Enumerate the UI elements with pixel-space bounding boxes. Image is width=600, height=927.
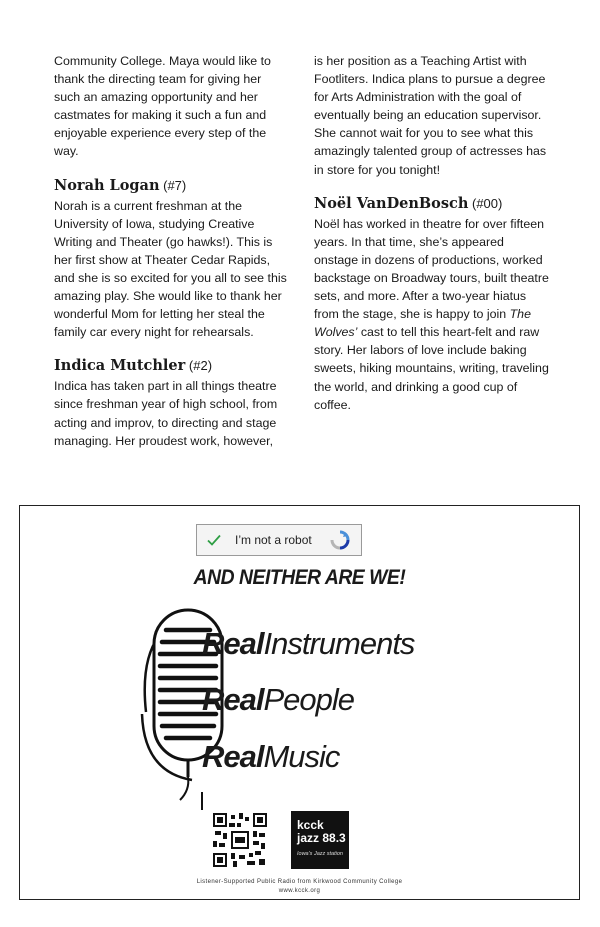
ad-line-bold: Real — [202, 739, 264, 774]
bio-name: Noël VanDenBosch — [314, 194, 469, 212]
ad-slogan: AND NEITHER ARE WE! — [193, 566, 406, 589]
bio-heading-norah — [54, 177, 290, 195]
qr-code-icon[interactable] — [213, 813, 267, 867]
ad-footer-url[interactable]: www.kcck.org — [278, 888, 321, 894]
bio-heading-indica — [54, 357, 290, 375]
ad-line-rest: Music — [263, 739, 340, 774]
bio-number: (#7) — [163, 177, 187, 193]
ad-line-bold: Real — [202, 626, 264, 661]
ad-line-bold: Real — [202, 682, 264, 717]
recaptcha-logo-icon — [329, 529, 351, 551]
bio-text-part: cast to tell this heart-felt and raw story. Her labors of love include baking sweets, hiking mountains, writing, traveling the world, and drinking a good cup of coffee. — [314, 325, 549, 412]
ad-footer-line: Listener-Supported Public Radio from Kirkwood Community College — [196, 879, 403, 885]
kcck-logo — [291, 811, 349, 869]
station-frequency: jazz 88.3 — [297, 831, 346, 845]
bio-number: (#00) — [472, 195, 503, 211]
captcha-label: I’m not a robot — [235, 533, 312, 547]
station-call-sign: kcck — [297, 818, 324, 832]
bio-text-indica: Indica has taken part in all things theatre since freshman year of high school, from acting and improv, to directing and stage managing. Her proudest work, however, — [54, 379, 278, 448]
ad-line-music — [202, 739, 339, 775]
bio-column-left — [54, 52, 290, 450]
ad-line-rest: Instruments — [263, 626, 415, 661]
bio-heading-noel — [314, 195, 550, 213]
bio-text-part: Noël has worked in theatre for over fifteen years. In that time, she’s appeared onstage in dozens of productions, worked backstage on Broadway tours, built theatre sets, and more. After a two-year hiatus from the stage, she is happy to join — [314, 216, 549, 322]
ad-line-people — [202, 682, 354, 718]
checkmark-icon — [205, 531, 223, 549]
show-title: The Wolves’ — [314, 307, 531, 340]
captcha-box — [196, 524, 362, 556]
bio-text-noel — [314, 215, 550, 414]
bio-number: (#2) — [188, 358, 213, 374]
ad-line-instruments — [202, 626, 414, 662]
bio-text-norah: Norah is a current freshman at the University of Iowa, studying Creative Writing and Theater (go hawks!). This is her first show at Theater Cedar Rapids, and she is so excited for you all to see this amazing play. She would like to thank her wonderful Mom for letting her steal the family car every night for rehearsals. — [54, 198, 287, 340]
kcck-advertisement — [19, 505, 580, 900]
bio-column-right — [314, 52, 550, 414]
ad-line-rest: People — [263, 682, 355, 717]
bio-name: Norah Logan — [54, 176, 160, 194]
station-tagline: Iowa's Jazz station — [297, 851, 343, 857]
bio-name: Indica Mutchler — [54, 357, 186, 375]
bio-continued-text: Community College. Maya would like to thank the directing team for giving her such an amazing opportunity and her castmates for making it such a fun and enjoyable experience every step of the way. — [54, 54, 271, 159]
bio-continued-text: is her position as a Teaching Artist with Footliters. Indica plans to pursue a degree for Arts Administration with the goal of eventually being an education supervisor. She cannot wait for you to see what this amazingly talented group of actresses has in store for you tonight! — [314, 54, 547, 177]
